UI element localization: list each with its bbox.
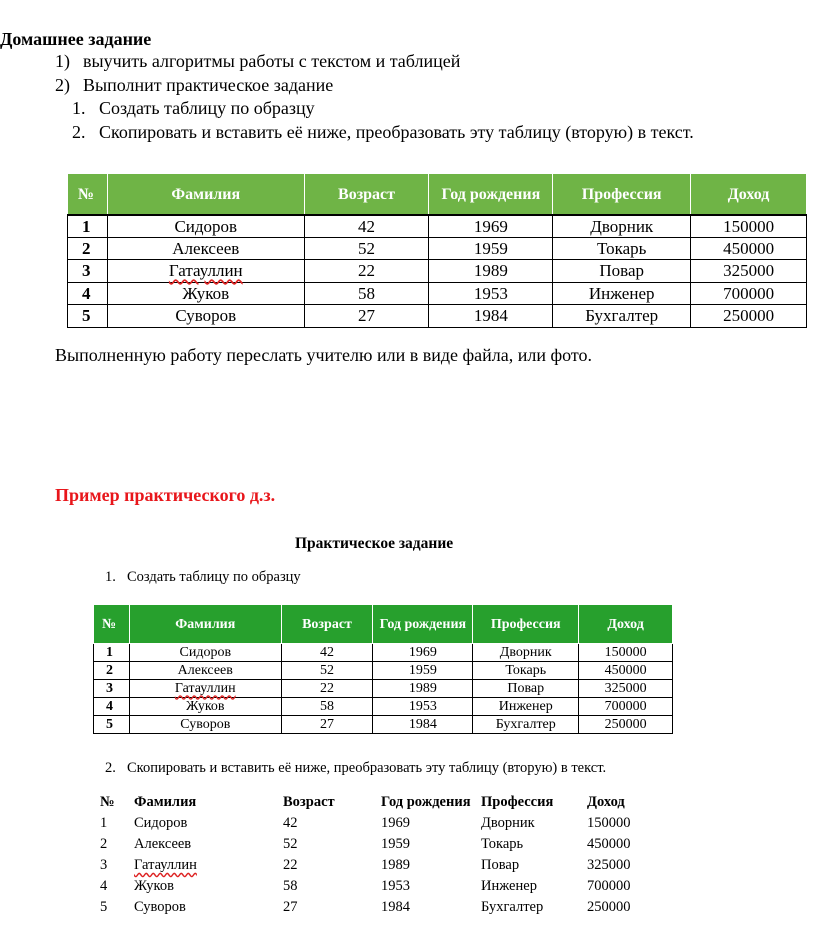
table-cell — [107, 260, 304, 283]
table-cell: Суворов — [107, 305, 304, 328]
table-cell: Повар — [553, 260, 691, 283]
text-cell: Дворник — [481, 815, 535, 831]
header-cell: № — [94, 605, 130, 644]
table-cell: 42 — [304, 215, 429, 238]
text-cell: 4 — [100, 878, 108, 894]
text-cell: 2 — [100, 836, 108, 852]
table-cell: 27 — [281, 716, 373, 734]
table-cell: 42 — [281, 644, 373, 662]
homework-title: Домашнее задание — [0, 29, 152, 49]
example-title: Практическое задание — [295, 535, 454, 552]
table-cell: 52 — [304, 238, 429, 260]
table-cell: 27 — [304, 305, 429, 328]
table-header-row — [68, 174, 807, 216]
header-cell: Фамилия — [107, 174, 304, 216]
text-cell: 3 — [100, 857, 108, 873]
list-text: Скопировать и вставить её ниже, преобразовать эту таблицу (вторую) в текст. — [99, 122, 694, 142]
text-cell: 150000 — [587, 815, 631, 831]
list-text: Скопировать и вставить её ниже, преобразовать эту таблицу (вторую) в текст. — [127, 760, 607, 776]
list-text: Выполнит практическое задание — [83, 75, 334, 95]
table-cell: 2 — [94, 662, 130, 680]
table-cell: 22 — [281, 680, 373, 698]
table-cell: 1969 — [429, 215, 553, 238]
header-cell: Возраст — [304, 174, 429, 216]
list-text: Создать таблицу по образцу — [99, 98, 315, 118]
text-cell: Гатауллин — [134, 857, 197, 873]
table-row — [68, 238, 807, 260]
table-cell: 3 — [68, 260, 108, 283]
table-cell: Инженер — [473, 698, 579, 716]
table-cell: Алексеев — [107, 238, 304, 260]
list-number: 2. — [105, 760, 116, 776]
example-step-1 — [105, 567, 301, 587]
table-cell: Суворов — [129, 716, 281, 734]
table-cell: 700000 — [691, 283, 807, 305]
table-cell: Жуков — [107, 283, 304, 305]
table-row — [94, 680, 673, 698]
header-cell: Доход — [579, 605, 673, 644]
list-number: 1. — [72, 98, 86, 118]
table-row — [94, 662, 673, 680]
text-cell: 1953 — [381, 878, 410, 894]
table-cell: 1959 — [373, 662, 473, 680]
surname-text: Гатауллин — [168, 261, 243, 280]
header-cell: Год рождения — [373, 605, 473, 644]
table-cell: 3 — [94, 680, 130, 698]
text-cell: 250000 — [587, 899, 631, 915]
table-cell: 450000 — [579, 662, 673, 680]
submission-note: Выполненную работу переслать учителю или в виде файла, или фото. — [55, 345, 593, 365]
table-cell: 4 — [68, 283, 108, 305]
table-cell: 1 — [68, 215, 108, 238]
table-row — [68, 283, 807, 305]
text-cell: Токарь — [481, 836, 524, 852]
homework-item-2 — [55, 74, 334, 96]
table-cell: Инженер — [553, 283, 691, 305]
table-cell: Алексеев — [129, 662, 281, 680]
text-cell: 1989 — [381, 857, 410, 873]
homework-subitem-2 — [72, 121, 694, 143]
text-header-cell: Фамилия — [134, 794, 197, 810]
text-cell: 450000 — [587, 836, 631, 852]
list-number: 1. — [105, 569, 116, 585]
text-cell: Сидоров — [134, 815, 188, 831]
table-cell: 58 — [304, 283, 429, 305]
table-cell: 1969 — [373, 644, 473, 662]
text-header-cell: № — [100, 794, 115, 810]
table-cell: 1959 — [429, 238, 553, 260]
text-cell: Жуков — [134, 878, 174, 894]
example-step-2 — [105, 758, 607, 778]
table-row — [68, 215, 807, 238]
table-cell: Бухгалтер — [553, 305, 691, 328]
table-row — [68, 260, 807, 283]
text-cell: 52 — [283, 836, 298, 852]
table-cell: Бухгалтер — [473, 716, 579, 734]
header-cell: Год рождения — [429, 174, 553, 216]
header-cell: Профессия — [553, 174, 691, 216]
text-cell: 700000 — [587, 878, 631, 894]
table-row — [94, 716, 673, 734]
text-header-cell: Профессия — [481, 794, 554, 810]
table-cell: Дворник — [473, 644, 579, 662]
text-cell: Повар — [481, 857, 520, 873]
text-cell: Алексеев — [134, 836, 192, 852]
table-cell: 325000 — [691, 260, 807, 283]
header-cell: Доход — [691, 174, 807, 216]
list-number: 2) — [55, 75, 70, 95]
header-cell: Профессия — [473, 605, 579, 644]
text-cell: 27 — [283, 899, 298, 915]
table-cell: 4 — [94, 698, 130, 716]
table-cell: 58 — [281, 698, 373, 716]
list-number: 1) — [55, 51, 70, 71]
table-cell: 700000 — [579, 698, 673, 716]
table-cell: 1984 — [429, 305, 553, 328]
table-row — [94, 698, 673, 716]
table-cell: 1984 — [373, 716, 473, 734]
text-header-cell: Возраст — [283, 794, 335, 810]
table-cell: Сидоров — [107, 215, 304, 238]
text-cell: 1984 — [381, 899, 410, 915]
list-number: 2. — [72, 122, 86, 142]
text-cell: 22 — [283, 857, 298, 873]
text-cell: Инженер — [481, 878, 537, 894]
table-cell: 250000 — [579, 716, 673, 734]
example-heading: Пример практического д.з. — [55, 485, 276, 505]
table-cell: Токарь — [473, 662, 579, 680]
table-cell: 1 — [94, 644, 130, 662]
table-cell: Повар — [473, 680, 579, 698]
table-cell: 1989 — [429, 260, 553, 283]
text-cell: 1 — [100, 815, 108, 831]
table-cell: 22 — [304, 260, 429, 283]
table-cell: 5 — [68, 305, 108, 328]
table-cell: 1953 — [429, 283, 553, 305]
table-cell — [129, 680, 281, 698]
table-cell: Сидоров — [129, 644, 281, 662]
table-cell: Дворник — [553, 215, 691, 238]
table-cell: 1953 — [373, 698, 473, 716]
sample-table — [67, 173, 807, 328]
text-cell: 1959 — [381, 836, 410, 852]
example-table — [93, 604, 673, 734]
table-cell: 325000 — [579, 680, 673, 698]
list-text: Создать таблицу по образцу — [127, 569, 301, 585]
table-cell: 5 — [94, 716, 130, 734]
text-cell: 5 — [100, 899, 108, 915]
header-cell: № — [68, 174, 108, 216]
text-cell: 58 — [283, 878, 298, 894]
table-cell: 2 — [68, 238, 108, 260]
table-cell: 150000 — [579, 644, 673, 662]
table-cell: 250000 — [691, 305, 807, 328]
table-row — [68, 305, 807, 328]
header-cell: Возраст — [281, 605, 373, 644]
text-header-cell: Доход — [587, 794, 625, 810]
text-cell: 325000 — [587, 857, 631, 873]
list-text: выучить алгоритмы работы с текстом и таблицей — [83, 51, 461, 71]
table-cell: Жуков — [129, 698, 281, 716]
table-cell: 150000 — [691, 215, 807, 238]
table-cell: 450000 — [691, 238, 807, 260]
text-cell: Бухгалтер — [481, 899, 544, 915]
text-header-cell: Год рождения — [381, 794, 471, 810]
table-row — [94, 644, 673, 662]
text-cell: 42 — [283, 815, 298, 831]
table-cell: 52 — [281, 662, 373, 680]
homework-item-1 — [55, 50, 461, 72]
surname-text: Гатауллин — [174, 680, 236, 696]
text-cell: 1969 — [381, 815, 410, 831]
homework-subitem-1 — [72, 97, 315, 119]
header-cell: Фамилия — [129, 605, 281, 644]
text-cell: Суворов — [134, 899, 186, 915]
table-cell: Токарь — [553, 238, 691, 260]
table-cell: 1989 — [373, 680, 473, 698]
table-header-row — [94, 605, 673, 644]
